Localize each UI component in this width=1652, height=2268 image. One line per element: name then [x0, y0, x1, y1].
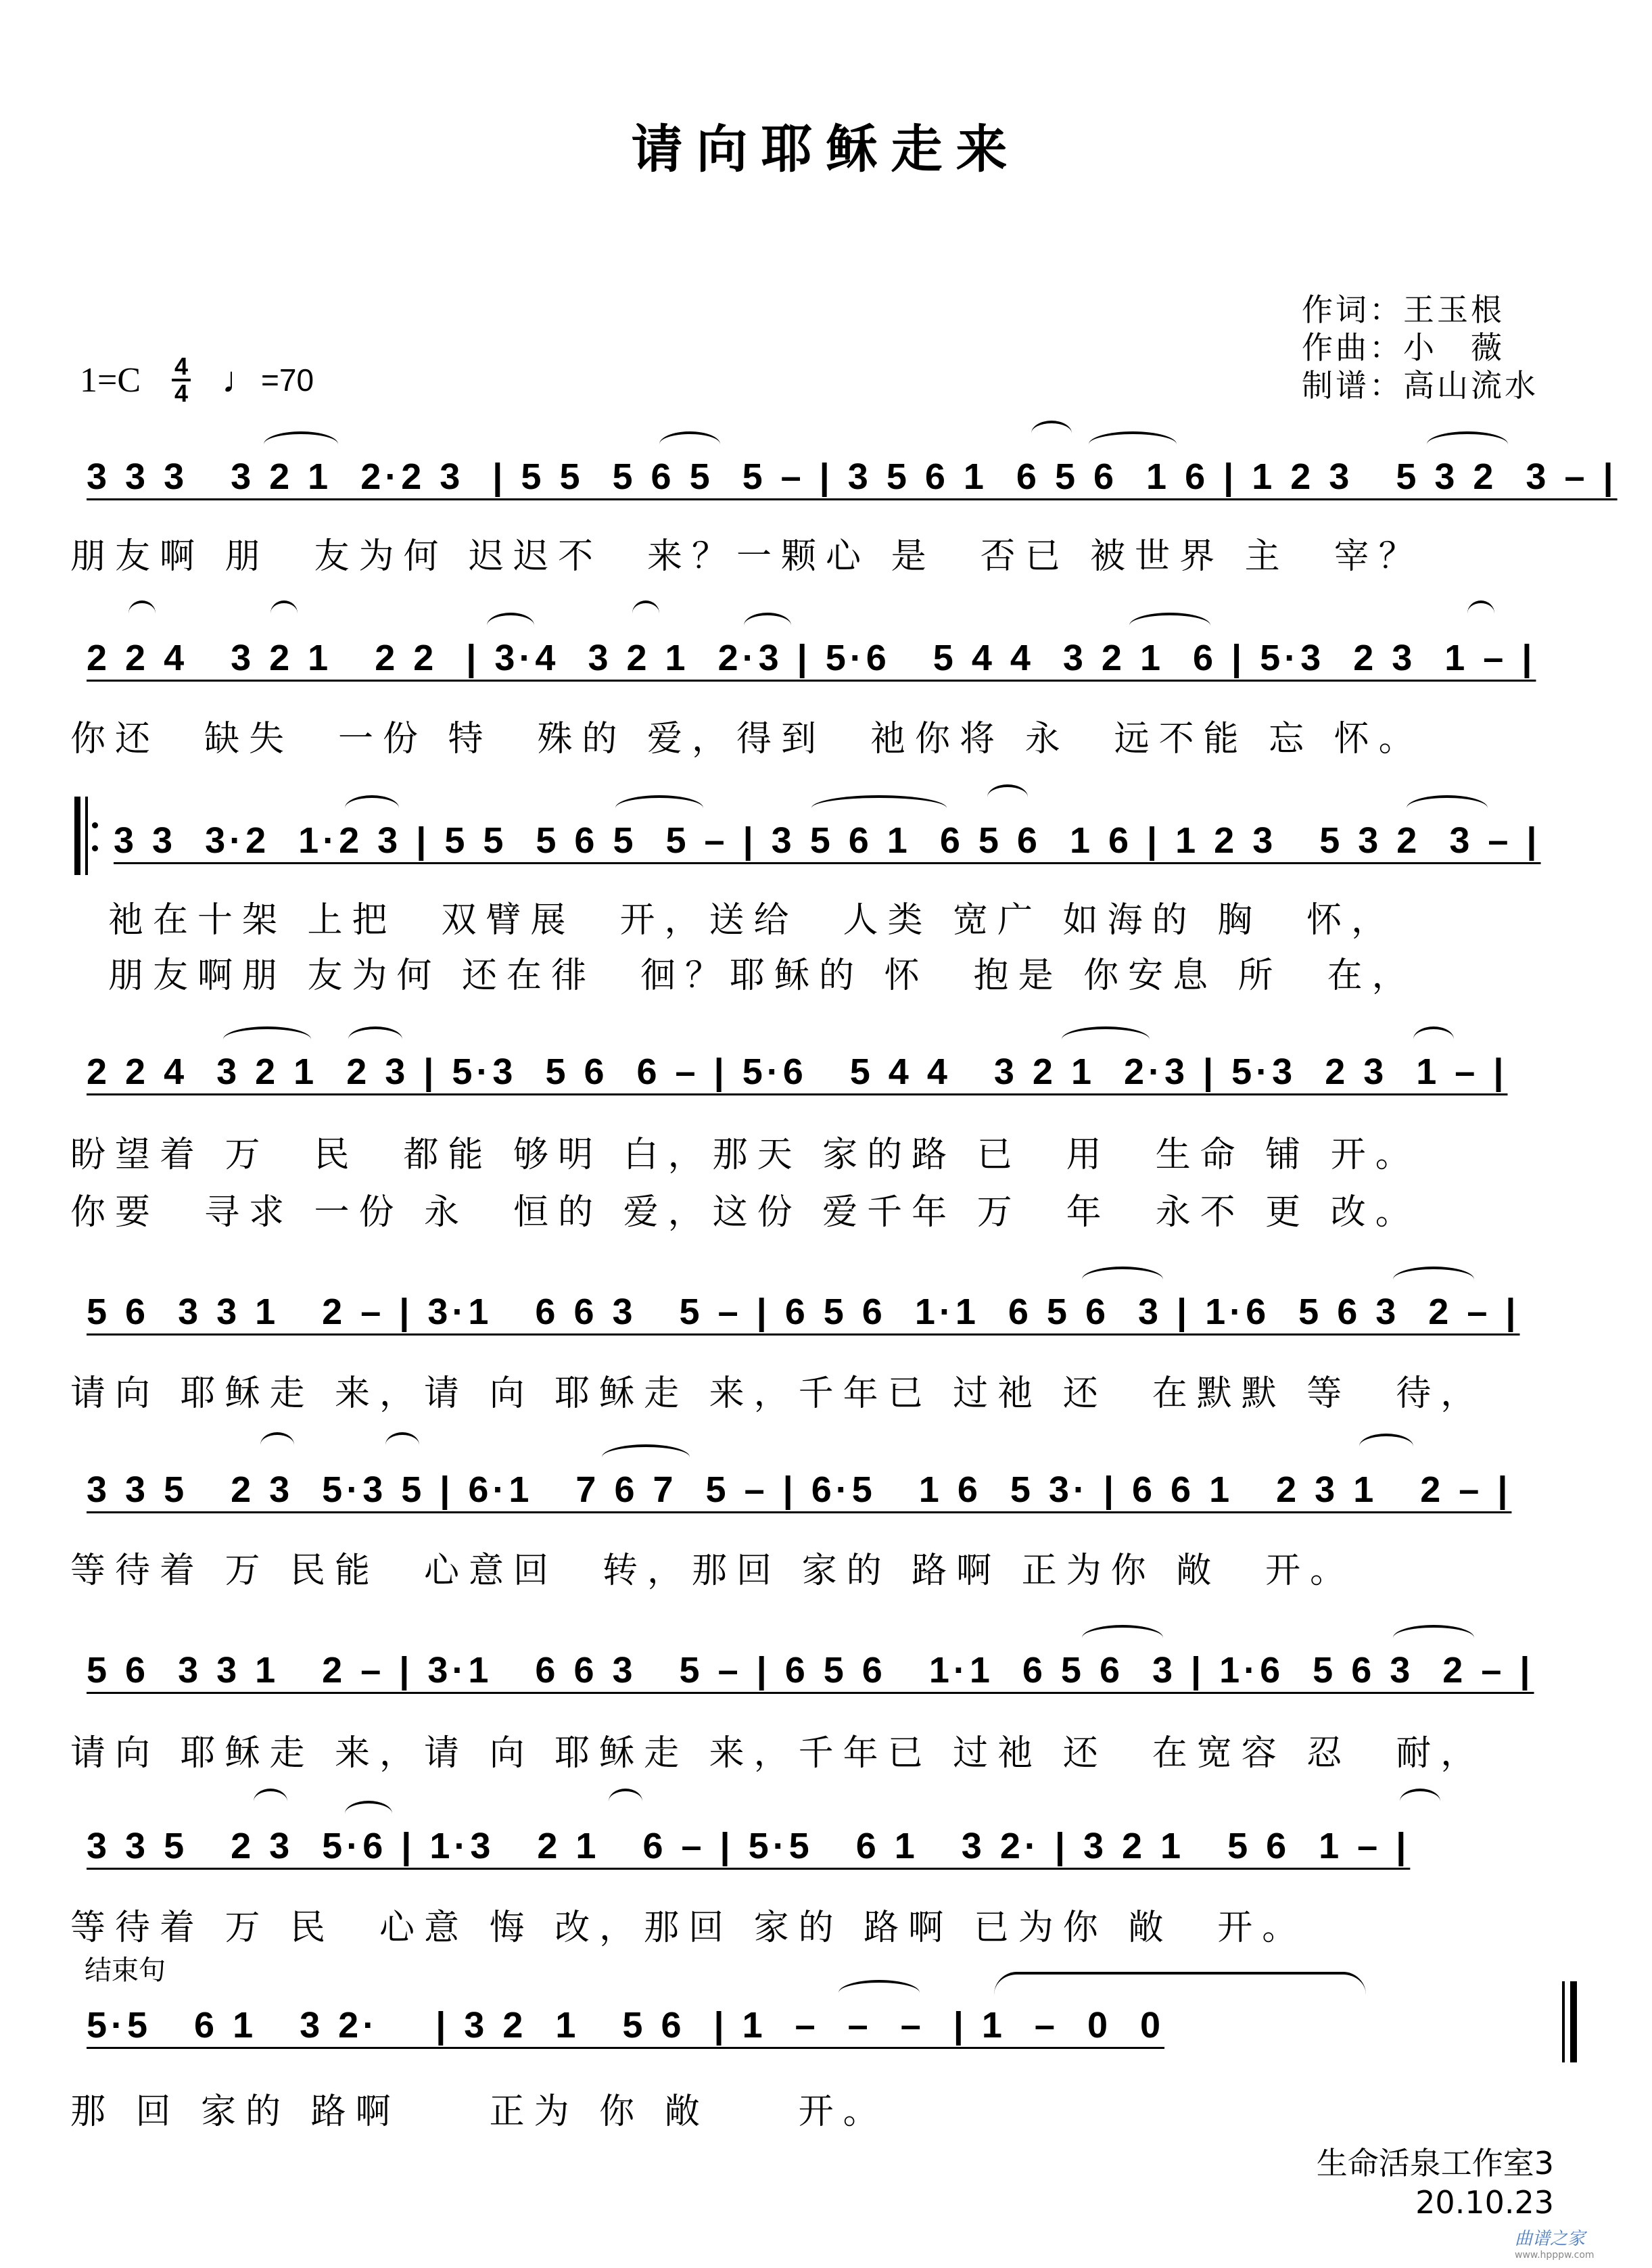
- lyrics-line: 请向 耶稣走 来，请 向 耶稣走 来，千年已 过祂 还 在宽容 忍 耐，: [70, 1733, 1486, 1774]
- lyrics-line: 等待着 万 民能 心意回 转，那回 家的 路啊 正为你 敞 开。: [70, 1551, 1355, 1591]
- notation-line: 3 3 3·2 1·2 3 | 5 5 5 6 5 5 – | 3 5 6 1 6 5 6 1 6 | 1 2 3 5 3 2 3 – |: [114, 820, 1541, 861]
- notation-line: 3 3 5 2 3 5·6 | 1·3 2 1 6 – | 5·5 6 1 3 2· | 3 2 1 5 6 1 – |: [87, 1826, 1411, 1866]
- notation-row: [74, 1802, 1582, 1883]
- watermark-logo: 曲谱之家: [1515, 2229, 1586, 2249]
- notation-line: 5 6 3 3 1 2 – | 3·1 6 6 3 5 – | 6 5 6 1·1 6 5 6 3 | 1·6 5 6 3 2 – |: [87, 1292, 1520, 1332]
- site-watermark: [1515, 2225, 1595, 2261]
- lyrics-line: 你还 缺失 一份 特 殊的 爱，得到 祂你将 永 远不能 忘 怀。: [70, 719, 1423, 759]
- lyricist-credit: 作词：王玉根: [1302, 291, 1505, 328]
- lyrics-line: 朋友啊朋 友为何 还在徘 徊？耶稣的 怀 抱是 你安息 所 在，: [108, 955, 1417, 996]
- notation-row: [74, 433, 1618, 514]
- notation-line: 5 6 3 3 1 2 – | 3·1 6 6 3 5 – | 6 5 6 1·1 6 5 6 3 | 1·6 5 6 3 2 – |: [87, 1650, 1534, 1691]
- credits-block: [1302, 291, 1538, 404]
- notation-line: 3 3 3 3 2 1 2·2 3 | 5 5 5 6 5 5 – | 3 5 6 1 6 5 6 1 6 | 1 2 3 5 3 2 3 – |: [87, 456, 1618, 497]
- notation-row: [74, 1028, 1582, 1109]
- studio-name: 生命活泉工作室3: [1316, 2145, 1554, 2181]
- lyrics-line: 请向 耶稣走 来，请 向 耶稣走 来，千年已 过祂 还 在默默 等 待，: [70, 1373, 1486, 1414]
- notation-line: 5·5 6 1 3 2· | 3 2 1 5 6 | 1 – – – | 1 – 0 0: [87, 2005, 1165, 2046]
- time-signature: [172, 352, 191, 407]
- lyrics-line: 那 回 家的 路啊 正为 你 敞 开。: [70, 2092, 888, 2132]
- tempo-value: =70: [261, 362, 314, 398]
- lyrics-line: 盼望着 万 民 都能 够明 白，那天 家的路 已 用 生命 铺 开。: [70, 1135, 1420, 1175]
- quarter-note-icon: ♩: [222, 360, 259, 400]
- studio-signature: [1243, 2144, 1554, 2222]
- studio-date: 20.10.23: [1415, 2184, 1554, 2221]
- lyrics-line: 等待着 万 民 心意 悔 改，那回 家的 路啊 已为你 敞 开。: [70, 1908, 1307, 1948]
- notation-row: [101, 797, 1609, 878]
- time-signature-top: 4: [174, 352, 189, 380]
- notation-line: 3 3 5 2 3 5·3 5 | 6·1 7 6 7 5 – | 6·5 1 6 5 3· | 6 6 1 2 3 1 2 – |: [87, 1469, 1512, 1510]
- notation-row: [74, 1981, 1582, 2062]
- notation-row: [74, 1626, 1582, 1707]
- lyrics-line: 祂在十架 上把 双臂展 开，送给 人类 宽广 如海的 胸 怀，: [108, 900, 1396, 941]
- song-title: 请向耶稣走来: [631, 119, 1021, 179]
- lyrics-line: 朋友啊 朋 友为何 迟迟不 来？一颗心 是 否已 被世界 主 宰？: [70, 536, 1423, 577]
- ending-label: 结束句: [85, 1955, 166, 1986]
- key-label: 1=C: [80, 360, 141, 400]
- notation-line: 2 2 4 3 2 1 2 2 | 3·4 3 2 1 2·3 | 5·6 5 4 4 3 2 1 6 | 5·3 2 3 1 – |: [87, 638, 1536, 678]
- engraver-credit: 制谱：高山流水: [1302, 367, 1538, 404]
- key-signature: [80, 352, 314, 407]
- lyrics-line: 你要 寻求 一份 永 恒的 爱，这份 爱千年 万 年 永不 更 改。: [70, 1192, 1420, 1233]
- watermark-url: www.hpppw.com: [1515, 2250, 1595, 2261]
- notation-row: [74, 614, 1582, 695]
- notation-row: [74, 1446, 1582, 1527]
- composer-credit: 作曲：小 薇: [1302, 329, 1505, 366]
- notation-row: [74, 1268, 1582, 1349]
- time-signature-bottom: 4: [174, 379, 189, 407]
- notation-line: 2 2 4 3 2 1 2 3 | 5·3 5 6 6 – | 5·6 5 4 4 3 2 1 2·3 | 5·3 2 3 1 – |: [87, 1052, 1508, 1092]
